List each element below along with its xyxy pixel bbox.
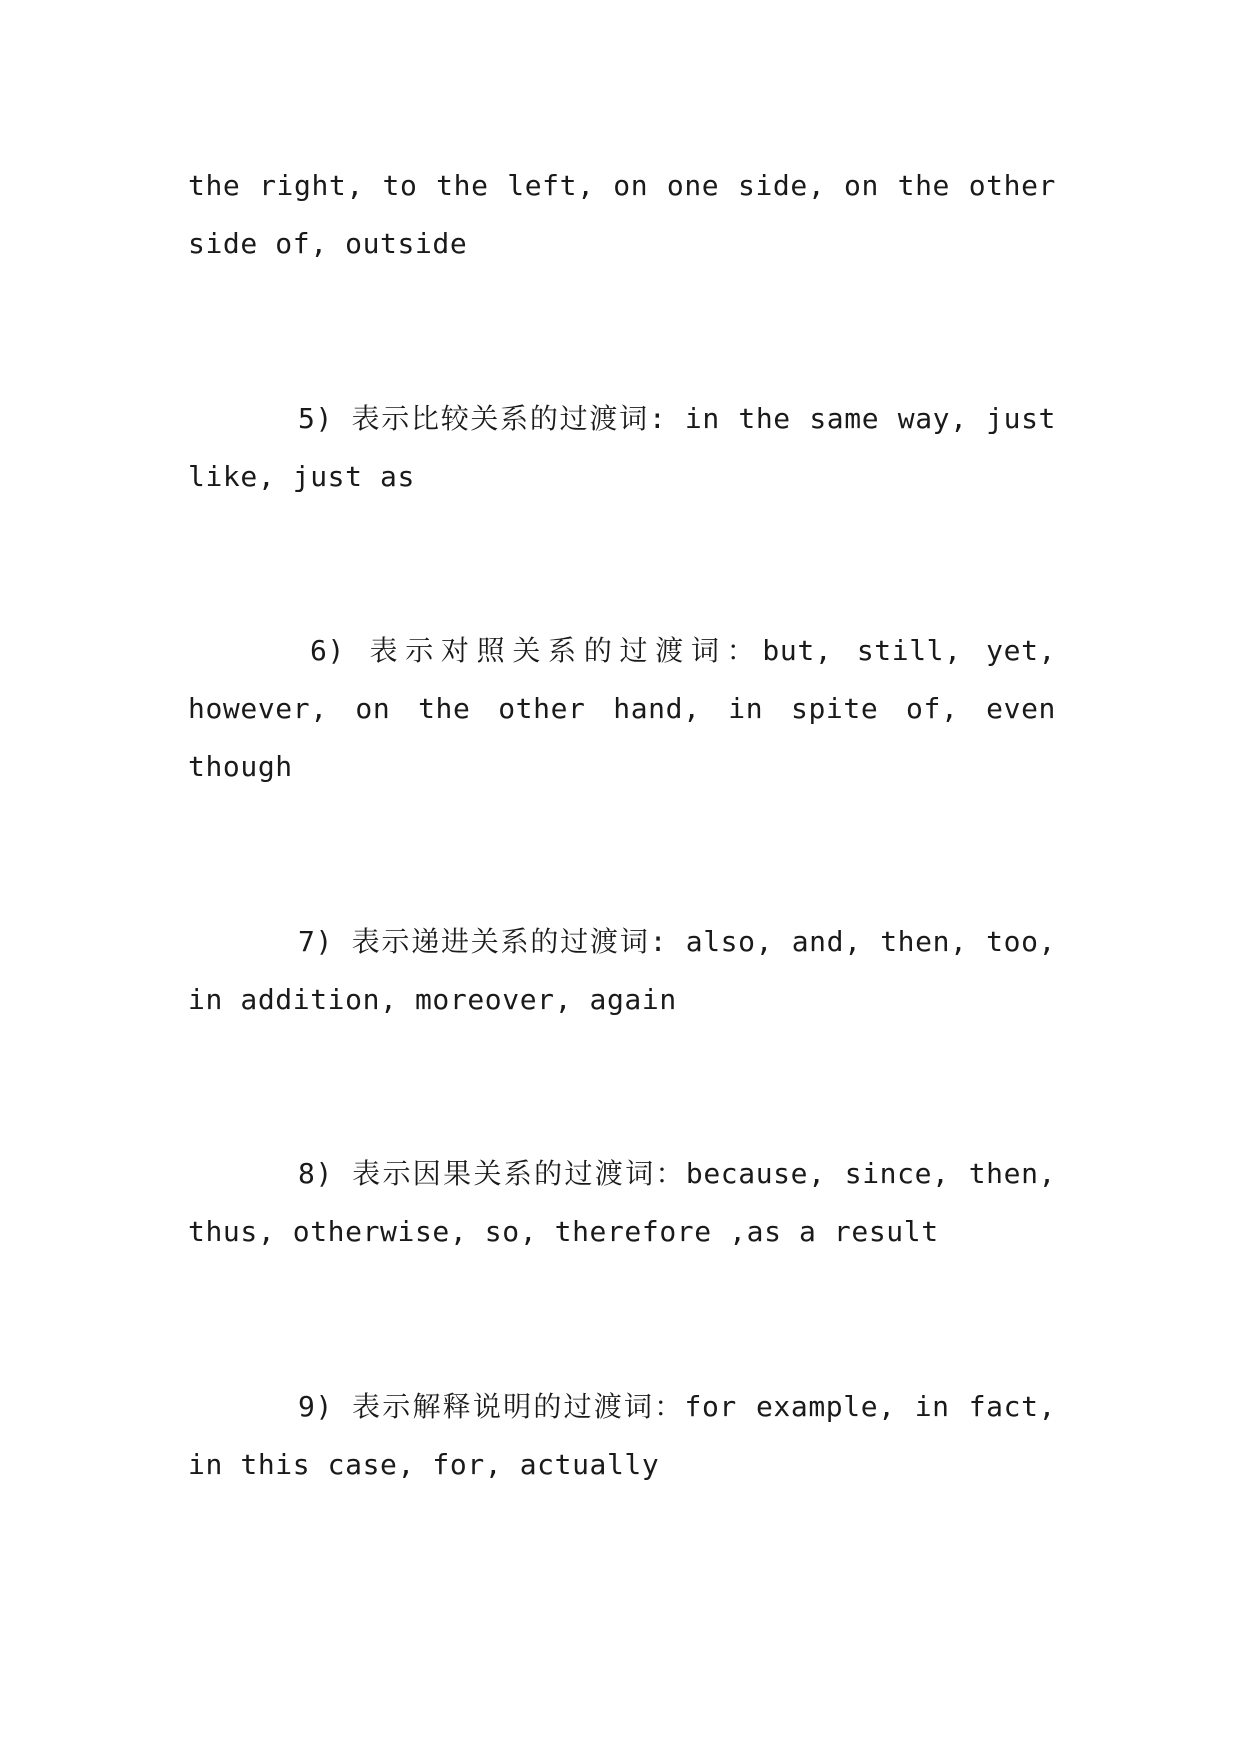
paragraph-8-line-2: thus, otherwise, so, therefore ,as a result [188, 1215, 939, 1248]
paragraph-6-line-3: though [188, 750, 293, 783]
paragraph-9-line-2: in this case, for, actually [188, 1448, 660, 1481]
paragraph-5-line-1: 5) 表示比较关系的过渡词: in the same way, just [298, 402, 1056, 435]
paragraph-9-line-1: 9) 表示解释说明的过渡词：for example, in fact, [298, 1390, 1056, 1423]
paragraph-7-line-1: 7) 表示递进关系的过渡词: also, and, then, too, [298, 925, 1056, 958]
paragraph-4-line-1: the right, to the left, on one side, on the other [188, 169, 1056, 202]
paragraph-7-line-2: in addition, moreover, again [188, 983, 677, 1016]
paragraph-6-line-1: 6) 表示对照关系的过渡词：but, still, yet, [310, 634, 1056, 667]
paragraph-5-line-2: like, just as [188, 460, 415, 493]
paragraph-6-line-2: however, on the other hand, in spite of, even [188, 692, 1056, 725]
paragraph-4-line-2: side of, outside [188, 227, 468, 260]
paragraph-8-line-1: 8) 表示因果关系的过渡词：because, since, then, [298, 1157, 1056, 1190]
